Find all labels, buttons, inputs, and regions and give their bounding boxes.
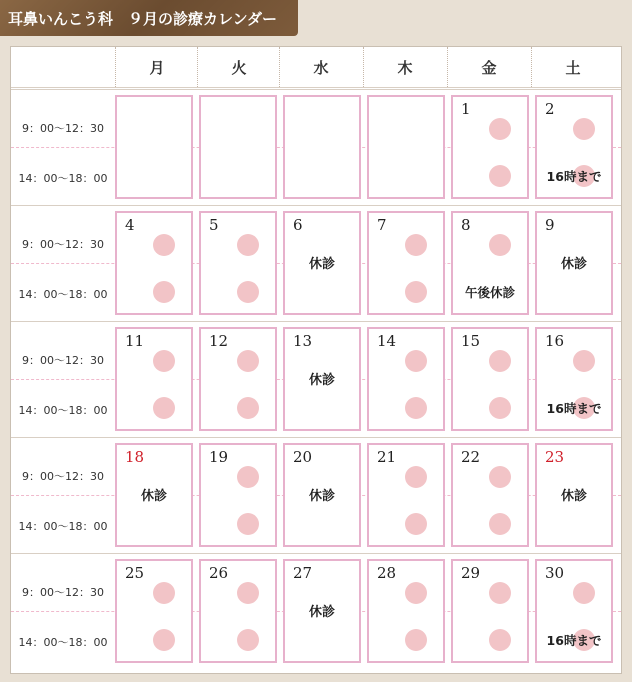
day-number: 12 bbox=[209, 332, 229, 350]
week-row bbox=[11, 321, 621, 436]
open-pm-dot-icon bbox=[237, 513, 259, 535]
day-cell bbox=[283, 327, 361, 431]
open-am-dot-icon bbox=[489, 466, 511, 488]
day-cell bbox=[199, 443, 277, 547]
closed-note: 休診 bbox=[560, 489, 587, 504]
week-row bbox=[11, 205, 621, 320]
day-number: 16 bbox=[545, 332, 565, 350]
time-label-am: 9：00～12：30 bbox=[22, 122, 104, 135]
day-number: 15 bbox=[461, 332, 481, 350]
week-row bbox=[11, 553, 621, 668]
day-number: 27 bbox=[293, 564, 313, 582]
open-pm-dot-icon bbox=[489, 513, 511, 535]
open-am-dot-icon bbox=[237, 582, 259, 604]
day-cell bbox=[283, 559, 361, 663]
day-number: 7 bbox=[377, 216, 387, 234]
time-label-am: 9：00～12：30 bbox=[22, 470, 104, 483]
day-cell bbox=[199, 559, 277, 663]
day-cell bbox=[535, 443, 613, 547]
open-am-dot-icon bbox=[237, 466, 259, 488]
day-number: 22 bbox=[461, 448, 481, 466]
day-cell bbox=[115, 211, 193, 315]
open-am-dot-icon bbox=[573, 582, 595, 604]
day-number: 19 bbox=[209, 448, 229, 466]
day-cell bbox=[367, 443, 445, 547]
day-number: 28 bbox=[377, 564, 397, 582]
open-pm-dot-icon bbox=[489, 165, 511, 187]
calendar-panel bbox=[10, 46, 622, 674]
day-number: 13 bbox=[293, 332, 313, 350]
closed-note: 休診 bbox=[308, 605, 335, 620]
week-row bbox=[11, 89, 621, 204]
day-cell bbox=[199, 95, 277, 199]
day-cell bbox=[283, 211, 361, 315]
open-am-dot-icon bbox=[153, 234, 175, 256]
open-am-dot-icon bbox=[153, 350, 175, 372]
day-cell bbox=[535, 95, 613, 199]
closed-note: 休診 bbox=[140, 489, 167, 504]
page-title: 耳鼻いんこう科 ９月の診療カレンダー bbox=[0, 0, 298, 36]
time-label-pm: 14：00～18：00 bbox=[18, 172, 108, 185]
weekday-mon: 月 bbox=[115, 47, 198, 87]
week-row bbox=[11, 437, 621, 552]
open-am-dot-icon bbox=[405, 234, 427, 256]
closed-note: 休診 bbox=[308, 489, 335, 504]
day-number: 11 bbox=[125, 332, 145, 350]
time-label-am: 9：00～12：30 bbox=[22, 238, 104, 251]
day-cell bbox=[451, 559, 529, 663]
open-am-dot-icon bbox=[237, 234, 259, 256]
day-cell bbox=[451, 95, 529, 199]
day-number: 6 bbox=[293, 216, 303, 234]
open-pm-dot-icon bbox=[153, 397, 175, 419]
open-am-dot-icon bbox=[153, 582, 175, 604]
day-cell bbox=[115, 327, 193, 431]
day-cell bbox=[199, 327, 277, 431]
open-pm-dot-icon bbox=[153, 629, 175, 651]
afternoon-note: 16時まで bbox=[546, 401, 602, 416]
afternoon-note: 16時まで bbox=[546, 633, 602, 648]
day-cell bbox=[535, 327, 613, 431]
weekday-tue: 火 bbox=[197, 47, 280, 87]
open-pm-dot-icon bbox=[489, 629, 511, 651]
time-label-pm: 14：00～18：00 bbox=[18, 404, 108, 417]
day-number: 1 bbox=[461, 100, 471, 118]
open-pm-dot-icon bbox=[405, 281, 427, 303]
open-pm-dot-icon bbox=[237, 397, 259, 419]
day-cell bbox=[535, 559, 613, 663]
day-cell bbox=[451, 443, 529, 547]
weekday-sat: 土 bbox=[531, 47, 614, 87]
day-number: 2 bbox=[545, 100, 555, 118]
day-number: 26 bbox=[209, 564, 229, 582]
day-number: 9 bbox=[545, 216, 555, 234]
day-cell bbox=[451, 211, 529, 315]
day-cell bbox=[367, 559, 445, 663]
open-am-dot-icon bbox=[489, 582, 511, 604]
time-label-am: 9：00～12：30 bbox=[22, 586, 104, 599]
day-number: 8 bbox=[461, 216, 471, 234]
day-cell bbox=[115, 559, 193, 663]
open-pm-dot-icon bbox=[405, 513, 427, 535]
weekday-wed: 水 bbox=[279, 47, 362, 87]
day-cell bbox=[115, 443, 193, 547]
weekday-thu: 木 bbox=[363, 47, 446, 87]
day-number: 4 bbox=[125, 216, 135, 234]
weekday-header bbox=[11, 47, 621, 88]
open-am-dot-icon bbox=[489, 234, 511, 256]
closed-note: 休診 bbox=[560, 257, 587, 272]
open-pm-dot-icon bbox=[405, 629, 427, 651]
open-pm-dot-icon bbox=[489, 397, 511, 419]
day-number: 18 bbox=[125, 448, 145, 466]
day-cell bbox=[283, 95, 361, 199]
open-am-dot-icon bbox=[237, 350, 259, 372]
open-am-dot-icon bbox=[489, 350, 511, 372]
open-am-dot-icon bbox=[405, 466, 427, 488]
open-am-dot-icon bbox=[405, 350, 427, 372]
afternoon-note: 午後休診 bbox=[464, 285, 515, 300]
weekday-fri: 金 bbox=[447, 47, 530, 87]
day-cell bbox=[367, 327, 445, 431]
day-cell bbox=[367, 211, 445, 315]
day-number: 21 bbox=[377, 448, 397, 466]
afternoon-note: 16時まで bbox=[546, 169, 602, 184]
closed-note: 休診 bbox=[308, 373, 335, 388]
day-cell bbox=[367, 95, 445, 199]
day-number: 5 bbox=[209, 216, 219, 234]
time-label-pm: 14：00～18：00 bbox=[18, 288, 108, 301]
time-label-pm: 14：00～18：00 bbox=[18, 636, 108, 649]
day-cell bbox=[283, 443, 361, 547]
open-am-dot-icon bbox=[405, 582, 427, 604]
time-label-am: 9：00～12：30 bbox=[22, 354, 104, 367]
day-cell bbox=[535, 211, 613, 315]
day-number: 29 bbox=[461, 564, 481, 582]
day-cell bbox=[115, 95, 193, 199]
day-cell bbox=[199, 211, 277, 315]
day-cell bbox=[451, 327, 529, 431]
day-number: 14 bbox=[377, 332, 397, 350]
open-am-dot-icon bbox=[573, 118, 595, 140]
day-number: 30 bbox=[545, 564, 565, 582]
closed-note: 休診 bbox=[308, 257, 335, 272]
time-label-pm: 14：00～18：00 bbox=[18, 520, 108, 533]
open-pm-dot-icon bbox=[237, 629, 259, 651]
day-number: 23 bbox=[545, 448, 565, 466]
open-am-dot-icon bbox=[573, 350, 595, 372]
open-pm-dot-icon bbox=[153, 281, 175, 303]
open-pm-dot-icon bbox=[405, 397, 427, 419]
day-number: 20 bbox=[293, 448, 313, 466]
day-number: 25 bbox=[125, 564, 145, 582]
open-am-dot-icon bbox=[489, 118, 511, 140]
open-pm-dot-icon bbox=[237, 281, 259, 303]
